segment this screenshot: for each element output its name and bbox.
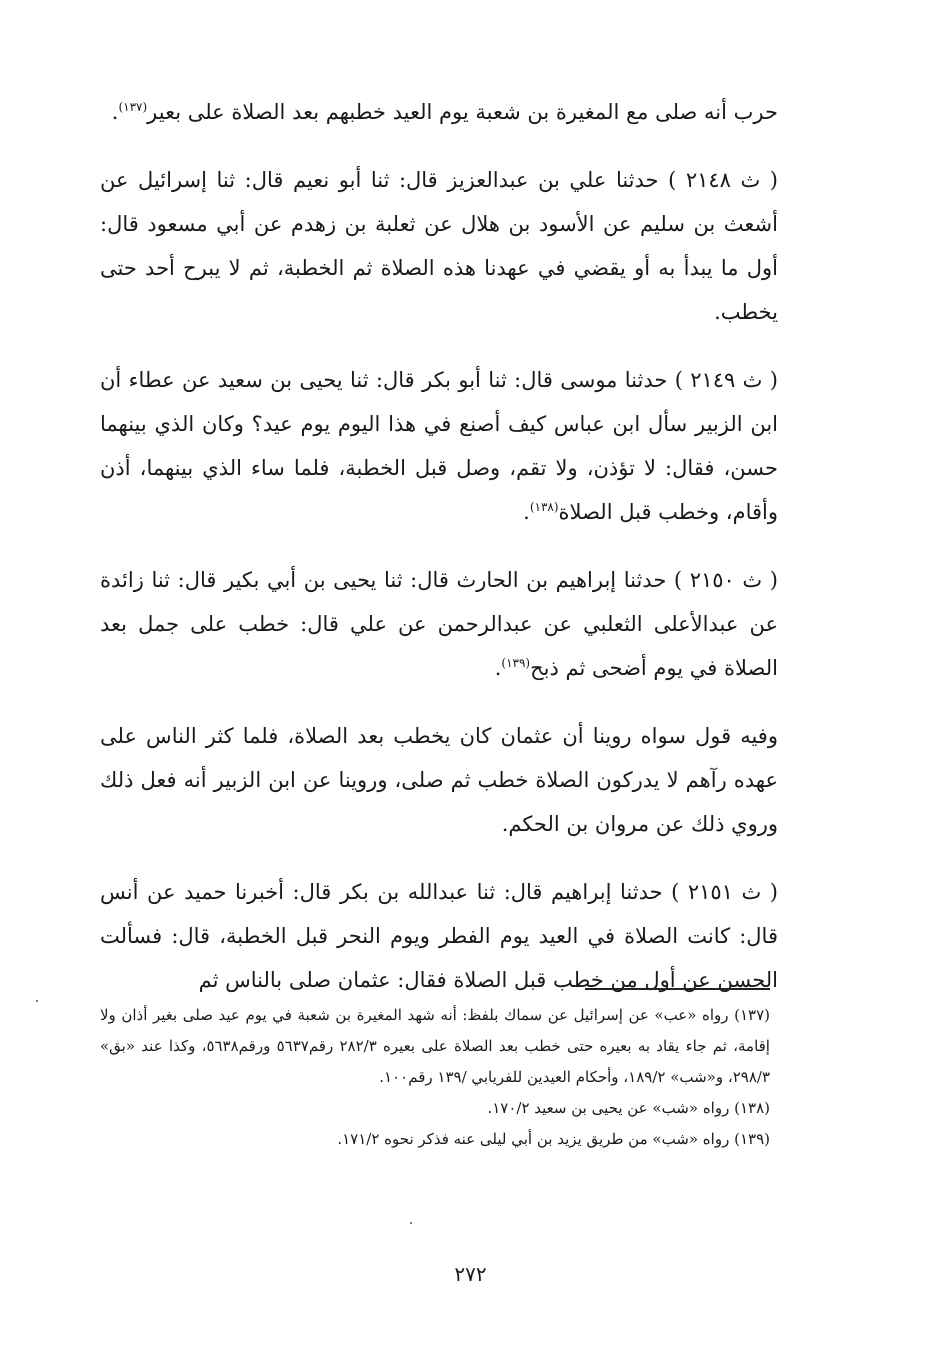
paragraph-1	[100, 90, 778, 134]
paragraph-hadith-2149	[100, 358, 778, 534]
hadith-number: ( ث ٢١٤٨ )	[668, 168, 778, 192]
footnote-number: (١٣٧)	[734, 1006, 770, 1024]
paragraph-text: حدثنا موسى قال: ثنا أبو بكر قال: ثنا يحيى بن سعيد عن عطاء أن ابن الزبير سأل ابن عباس كيف أصنع في هذا اليوم يوم عيد؟ وكان الذي بينهما حسن، فقال: لا تؤذن، ولا تقم، وصل قبل الخطبة، فلما ساء الذي بينهما، أذن وأقام، وخطب قبل الصلاة	[100, 368, 778, 524]
footnote-text: رواه «شب» من طريق يزيد بن أبي ليلى عنه فذكر نحوه ١٧١/٢.	[337, 1130, 730, 1148]
page-number: ٢٧٢	[454, 1262, 487, 1286]
footnote-text: رواه «شب» عن يحيى بن سعيد ١٧٠/٢.	[487, 1099, 730, 1117]
scan-speck	[36, 1000, 38, 1002]
paragraph-commentary	[100, 714, 778, 846]
paragraph-text: وفيه قول سواه روينا أن عثمان كان يخطب بعد الصلاة، فلما كثر الناس على عهده رآهم لا يدركون الصلاة خطب ثم صلى، وروينا عن ابن الزبير أنه فعل ذلك وروي ذلك عن مروان بن الحكم.	[100, 724, 778, 836]
footnotes	[100, 1000, 770, 1155]
scan-speck	[410, 1222, 412, 1224]
footnote-139	[100, 1124, 770, 1155]
paragraph-text: حرب أنه صلى مع المغيرة بن شعبة يوم العيد خطبهم بعد الصلاة على بعير	[147, 100, 778, 124]
footnote-number: (١٣٨)	[734, 1099, 770, 1117]
footnote-138	[100, 1093, 770, 1124]
footnote-ref-139: (١٣٩)	[501, 656, 531, 670]
paragraph-text: حدثنا إبراهيم قال: ثنا عبدالله بن بكر قال: أخبرنا حميد عن أنس قال: كانت الصلاة في العيد يوم الفطر ويوم النحر قبل الخطبة، قال: فسألت الحسن عن أول من خطب قبل الصلاة فقال: عثمان صلى بالناس ثم	[100, 880, 778, 992]
paragraph-end: .	[523, 500, 530, 524]
footnote-text: رواه «عب» عن إسرائيل عن سماك بلفظ: أنه شهد المغيرة بن شعبة في يوم عيد صلى بغير أذان ولا إقامة، ثم جاء يقاد به بعيره حتى خطب بعد الصلاة على بعيره ٢٨٢/٣ رقم٥٦٣٧ ورقم٥٦٣٨، وكذا عند «بق» ٢٩٨/٣، و«شب» ١٨٩/٢، وأحكام العيدين للفريابي /١٣٩ رقم١٠٠.	[100, 1006, 770, 1086]
paragraph-end: .	[494, 656, 502, 680]
footnote-ref-137: (١٣٧)	[118, 100, 148, 114]
paragraph-hadith-2151	[100, 870, 778, 1002]
paragraph-end: .	[111, 100, 119, 124]
footnote-separator	[585, 988, 770, 990]
hadith-number: ( ث ٢١٤٩ )	[674, 368, 778, 392]
paragraph-hadith-2150	[100, 558, 778, 690]
footnote-ref-138: (١٣٨)	[529, 500, 559, 514]
main-text	[100, 90, 778, 1026]
hadith-number: ( ث ٢١٥١ )	[671, 880, 778, 904]
paragraph-text: حدثنا علي بن عبدالعزيز قال: ثنا أبو نعيم قال: ثنا إسرائيل عن أشعث بن سليم عن الأسود بن هلال عن ثعلبة بن زهدم عن أبي مسعود قال: أول ما يبدأ به أو يقضي في عهدنا هذه الصلاة ثم الخطبة، ثم لا يبرح أحد حتى يخطب.	[100, 168, 778, 324]
footnote-137	[100, 1000, 770, 1093]
paragraph-text: حدثنا إبراهيم بن الحارث قال: ثنا يحيى بن أبي بكير قال: ثنا زائدة عن عبدالأعلى الثعلبي عن عبدالرحمن عن علي قال: خطب على جمل بعد الصلاة في يوم أضحى ثم ذبح	[100, 568, 778, 680]
hadith-number: ( ث ٢١٥٠ )	[673, 568, 778, 592]
footnote-number: (١٣٩)	[734, 1130, 770, 1148]
paragraph-hadith-2148	[100, 158, 778, 334]
